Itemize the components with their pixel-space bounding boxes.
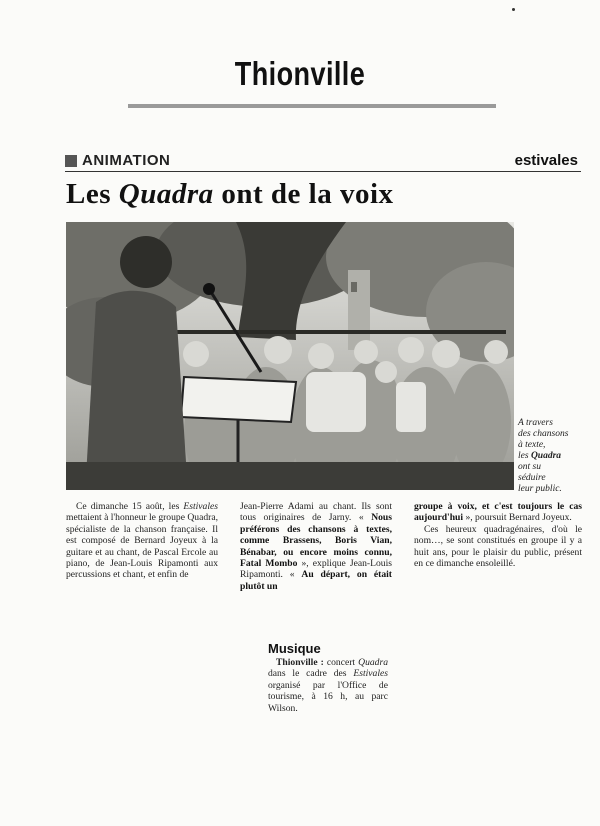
brief-title: Musique [268, 641, 321, 656]
brief-body [268, 657, 388, 714]
section-tag: estivales [514, 152, 578, 169]
masthead-rule [128, 104, 496, 108]
concert-photo [66, 222, 514, 490]
scan-dot [512, 8, 515, 11]
section-label: ANIMATION [82, 152, 171, 169]
col1-rest: mettaient à l'honneur le groupe Quadra, spécialiste de la chanson française. Il est composé de Bernard Joyeux à la guitare et au chant, de Pascal Ercole au piano, de Jean-Louis Ripamonti aux percussions et chant, et enfin de [66, 512, 218, 581]
brief-italic: Quadra [358, 657, 388, 668]
col1-italic: Estivales [183, 501, 218, 512]
caption-line: séduire [518, 473, 546, 483]
article-column-3 [414, 501, 582, 569]
brief-text: dans le cadre des [268, 668, 354, 680]
col2-text: Jean-Pierre Adami au chant. Ils sont tous originaires de Jarny. « [240, 501, 392, 524]
caption-line [518, 451, 584, 462]
caption-line: ont su [518, 462, 541, 472]
headline-before: Les [66, 178, 119, 210]
col2-rest: », explique Jean-Louis Ripamonti. « [240, 558, 392, 581]
caption-line: des chansons [518, 429, 569, 439]
col1-text: Ce dimanche 15 août, les [76, 501, 184, 512]
caption-line: leur public. [518, 484, 562, 494]
col3-rest: », poursuit Bernard Joyeux. [463, 512, 572, 524]
masthead-title: Thionville [234, 55, 366, 92]
col3-paragraph: Ces heureux quadragénaires, d'où le nom…, se sont constitués en groupe il y a huit ans, pour le plaisir du public, présent en ce dimanche ensoleillé. [414, 523, 582, 570]
section-label-group [65, 152, 170, 169]
caption-bold: Quadra [530, 451, 562, 461]
brief-italic: Estivales [353, 668, 388, 680]
headline [66, 178, 394, 211]
caption-prefix: les [518, 451, 531, 461]
col2-quote1: Nous préférons des chansons à textes, comme Brassens, Boris Vian, Bénabar, ou encore moins connu, Fatal Mombo [240, 512, 392, 570]
article-column-1 [66, 501, 218, 581]
article-column-2 [240, 501, 392, 592]
section-rule [65, 171, 581, 172]
photo-caption [518, 418, 584, 495]
col3-quote: groupe à voix, et c'est toujours le cas aujourd'hui [414, 501, 582, 524]
brief-text: concert [323, 657, 359, 668]
headline-after: ont de la voix [213, 178, 394, 210]
concert-photo-icon [66, 222, 514, 490]
square-bullet-icon [65, 155, 77, 167]
section-bar [65, 152, 581, 170]
brief-lead: Thionville : [276, 657, 324, 668]
col2-quote2: Au départ, on était plutôt un [240, 569, 393, 592]
caption-line: A travers [518, 418, 553, 428]
brief-text: organisé par l'Office de tourisme, à 16 h, au parc Wilson. [268, 679, 388, 714]
caption-line: à texte, [518, 440, 546, 450]
headline-italic: Quadra [118, 178, 214, 210]
